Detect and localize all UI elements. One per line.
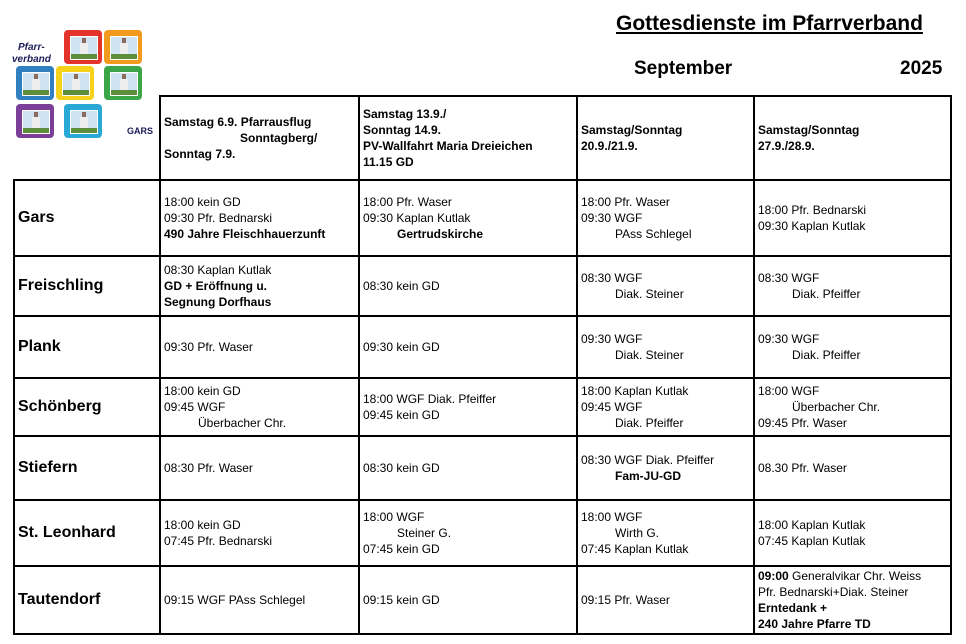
cell-line: 18:00 Pfr. Waser: [581, 195, 670, 209]
parish-name: Tautendorf: [14, 566, 160, 634]
schedule-row: [14, 378, 951, 436]
cell-line: 07:45 kein GD: [363, 542, 440, 556]
cell-line: GD + Eröffnung u.: [164, 279, 267, 293]
cell-line: 18:00 Kaplan Kutlak: [758, 518, 866, 532]
column-header-line: Samstag 6.9. Pfarrausflug: [164, 115, 312, 129]
service-cell: [754, 566, 951, 634]
service-cell: [577, 316, 754, 378]
service-cell: [160, 316, 359, 378]
service-cell: [359, 316, 577, 378]
column-header-line: Sonntag 14.9.: [363, 123, 442, 137]
service-cell: [754, 316, 951, 378]
header-row: [14, 96, 951, 180]
column-header-line: Samstag 13.9./: [363, 107, 447, 121]
cell-line: Diak. Pfeiffer: [792, 287, 861, 301]
service-cell: [359, 500, 577, 566]
column-header: [577, 96, 754, 180]
service-cell: [359, 378, 577, 436]
cell-line: 09:30 kein GD: [363, 340, 440, 354]
parish-name: Plank: [14, 316, 160, 378]
corner-cell: [14, 96, 160, 180]
service-cell: [577, 180, 754, 256]
service-cell: [160, 378, 359, 436]
column-header-line: 11.15 GD: [363, 155, 414, 169]
cell-line: 18:00 WGF: [363, 510, 425, 524]
service-cell: [160, 436, 359, 500]
cell-line: 18:00 WGF Diak. Pfeiffer: [363, 392, 497, 406]
cell-line: 08:30 WGF: [758, 271, 820, 285]
column-header-line: Sonntag 7.9.: [164, 147, 236, 161]
logo-gars-label: GARS: [127, 126, 154, 136]
cell-line: 18:00 kein GD: [164, 518, 241, 532]
cell-line: PAss Schlegel: [615, 227, 692, 241]
parish-name: Schönberg: [14, 378, 160, 436]
cell-line: Gertrudskirche: [397, 227, 484, 241]
puzzle-piece-orange: [104, 30, 142, 64]
column-header: [359, 96, 577, 180]
schedule-row: [14, 316, 951, 378]
cell-line: 09:15 WGF PAss Schlegel: [164, 593, 306, 607]
parish-name: Gars: [14, 180, 160, 256]
service-cell: [754, 256, 951, 316]
cell-line: 09:30 Kaplan Kutlak: [758, 219, 866, 233]
month-label: September: [634, 58, 733, 79]
parish-name: Stiefern: [14, 436, 160, 500]
column-header-line: 27.9./28.9.: [758, 139, 815, 153]
schedule-row: [14, 256, 951, 316]
cell-line: 18:00 kein GD: [164, 384, 241, 398]
cell-line: 08:30 WGF Diak. Pfeiffer: [581, 453, 715, 467]
cell-line: 18:00 WGF: [758, 384, 820, 398]
cell-line: 07:45 Kaplan Kutlak: [758, 534, 866, 548]
cell-line: 18:00 Pfr. Waser: [363, 195, 452, 209]
cell-line: 09:30 WGF: [581, 211, 643, 225]
cell-line: 490 Jahre Fleischhauerzunft: [164, 227, 326, 241]
cell-line: 09:30 Pfr. Bednarski: [164, 211, 273, 225]
cell-line: 09:30 WGF: [581, 332, 643, 346]
service-cell: [160, 566, 359, 634]
service-cell: [359, 256, 577, 316]
cell-line: [758, 568, 947, 584]
cell-line: 09:30 Kaplan Kutlak: [363, 211, 471, 225]
cell-line: Steiner G.: [397, 526, 452, 540]
parish-name: St. Leonhard: [14, 500, 160, 566]
cell-line: 09:30 WGF: [758, 332, 820, 346]
cell-line: 09:15 Pfr. Waser: [581, 593, 670, 607]
service-cell: [359, 566, 577, 634]
service-cell: [160, 256, 359, 316]
parish-name: Freischling: [14, 256, 160, 316]
cell-line-text: Generalvikar Chr. Weiss: [792, 569, 922, 583]
column-header-line: Sonntagberg/: [240, 131, 318, 145]
cell-line: 08:30 kein GD: [363, 279, 440, 293]
cell-line: 08:30 kein GD: [363, 461, 440, 475]
cell-line: 07:45 Kaplan Kutlak: [581, 542, 689, 556]
service-cell: [359, 180, 577, 256]
cell-line: Diak. Steiner: [615, 348, 684, 362]
schedule-row: [14, 180, 951, 256]
cell-line: 240 Jahre Pfarre TD: [758, 617, 871, 631]
service-cell: [160, 180, 359, 256]
cell-line: 09:45 kein GD: [363, 408, 440, 422]
column-header-line: PV-Wallfahrt Maria Dreieichen: [363, 139, 533, 153]
logo-text-line1: Pfarr-: [18, 42, 45, 53]
service-cell: [160, 500, 359, 566]
cell-line: Diak. Pfeiffer: [792, 348, 861, 362]
cell-line: 08.30 Pfr. Waser: [758, 461, 847, 475]
service-cell: [577, 436, 754, 500]
cell-line: 08:30 Pfr. Waser: [164, 461, 253, 475]
cell-line: Segnung Dorfhaus: [164, 295, 272, 309]
cell-line: 09:45 Pfr. Waser: [758, 416, 847, 430]
cell-line: 09:30 Pfr. Waser: [164, 340, 253, 354]
column-header-line: Samstag/Sonntag: [581, 123, 683, 137]
column-header: [754, 96, 951, 180]
cell-line: 18:00 WGF: [581, 510, 643, 524]
cell-line: Diak. Pfeiffer: [615, 416, 684, 430]
service-cell: [577, 378, 754, 436]
year-label: 2025: [900, 58, 943, 79]
cell-line: 07:45 Pfr. Bednarski: [164, 534, 273, 548]
cell-line: Überbacher Chr.: [198, 416, 287, 430]
cell-line: Fam-JU-GD: [615, 469, 682, 483]
cell-line-time: 09:00: [758, 569, 793, 583]
service-cell: [359, 436, 577, 500]
cell-line: 09:45 WGF: [164, 400, 226, 414]
cell-line: 18:00 Kaplan Kutlak: [581, 384, 689, 398]
service-cell: [754, 378, 951, 436]
page-title: Gottesdienste im Pfarrverband: [616, 12, 923, 35]
service-cell: [754, 180, 951, 256]
cell-line: 18:00 Pfr. Bednarski: [758, 203, 867, 217]
column-header: [160, 96, 359, 180]
schedule-row: [14, 566, 951, 634]
cell-line: Wirth G.: [615, 526, 659, 540]
schedule-row: [14, 436, 951, 500]
cell-line: 08:30 Kaplan Kutlak: [164, 263, 272, 277]
service-cell: [754, 436, 951, 500]
logo-text-line2: verband: [12, 54, 51, 65]
cell-line: Überbacher Chr.: [792, 400, 881, 414]
cell-line: 08:30 WGF: [581, 271, 643, 285]
cell-line: 09:15 kein GD: [363, 593, 440, 607]
puzzle-piece-red: [64, 30, 102, 64]
service-cell: [577, 500, 754, 566]
service-cell: [754, 500, 951, 566]
column-header-line: Samstag/Sonntag: [758, 123, 860, 137]
schedule-row: [14, 500, 951, 566]
service-cell: [577, 256, 754, 316]
cell-line: Erntedank +: [758, 601, 828, 615]
column-header-line: 20.9./21.9.: [581, 139, 638, 153]
cell-line: 18:00 kein GD: [164, 195, 241, 209]
service-cell: [577, 566, 754, 634]
cell-line: Diak. Steiner: [615, 287, 684, 301]
schedule-table: [13, 95, 952, 635]
cell-line: 09:45 WGF: [581, 400, 643, 414]
cell-line: Pfr. Bednarski+Diak. Steiner: [758, 585, 909, 599]
